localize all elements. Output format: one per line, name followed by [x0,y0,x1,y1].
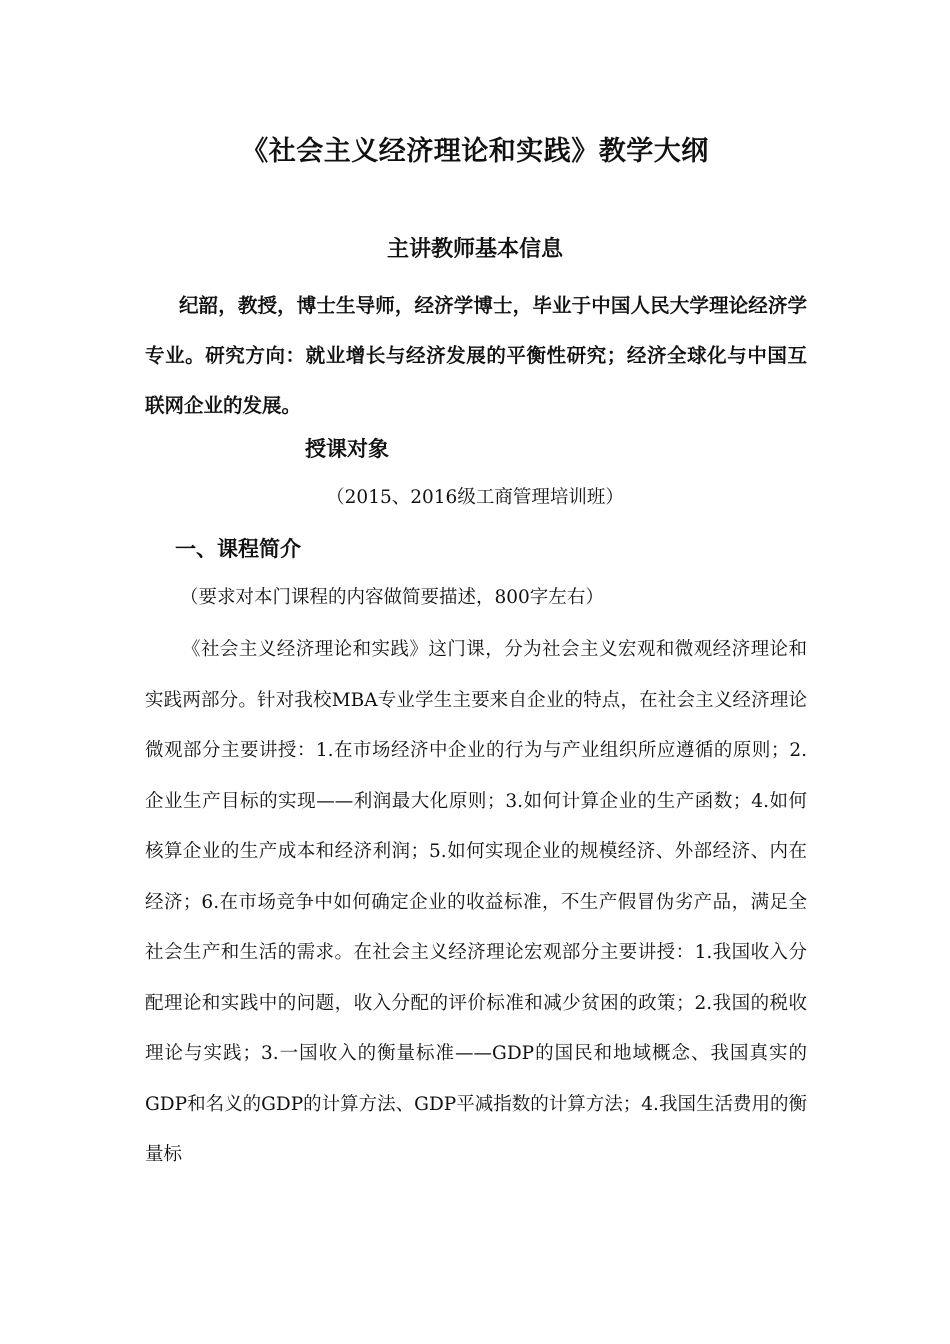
audience-detail: （2015、2016级工商管理培训班） [326,487,624,508]
course-intro-body: 《社会主义经济理论和实践》这门课，分为社会主义宏观和微观经济理论和实践两部分。针对我校MBA专业学生主要来自企业的特点，在社会主义经济理论微观部分主要讲授：1.在市场经济中企业的行为与产业组织所应遵循的原则；2.企业生产目标的实现——利润最大化原则；3.如何计算企业的生产函数；4.如何核算企业的生产成本和经济利润；5.如何实现企业的规模经济、外部经济、内在经济；6.在市场竞争中如何确定企业的收益标准，不生产假冒伪劣产品，满足全社会生产和生活的需求。在社会主义经济理论宏观部分主要讲授：1.我国收入分配理论和实践中的问题，收入分配的评价标准和减少贫困的政策；2.我国的税收理论与实践；3.一国收入的衡量标准——GDP的国民和地域概念、我国真实的GDP和名义的GDP的计算方法、GDP平减指数的计算方法；4.我国生活费用的衡量标 [145,639,807,1165]
course-intro-heading: 一、课程简介 [175,537,301,561]
audience-heading: 授课对象 [305,437,389,461]
teacher-info-heading: 主讲教师基本信息 [386,237,563,262]
teacher-bio-paragraph: 纪韶，教授，博士生导师，经济学博士，毕业于中国人民大学理论经济学专业。研究方向：就业增长与经济发展的平衡性研究；经济全球化与中国互联网企业的发展。 [145,294,807,417]
document-title: 《社会主义经济理论和实践》教学大纲 [241,136,709,167]
course-intro-note: （要求对本门课程的内容做简要描述，800字左右） [180,587,604,608]
